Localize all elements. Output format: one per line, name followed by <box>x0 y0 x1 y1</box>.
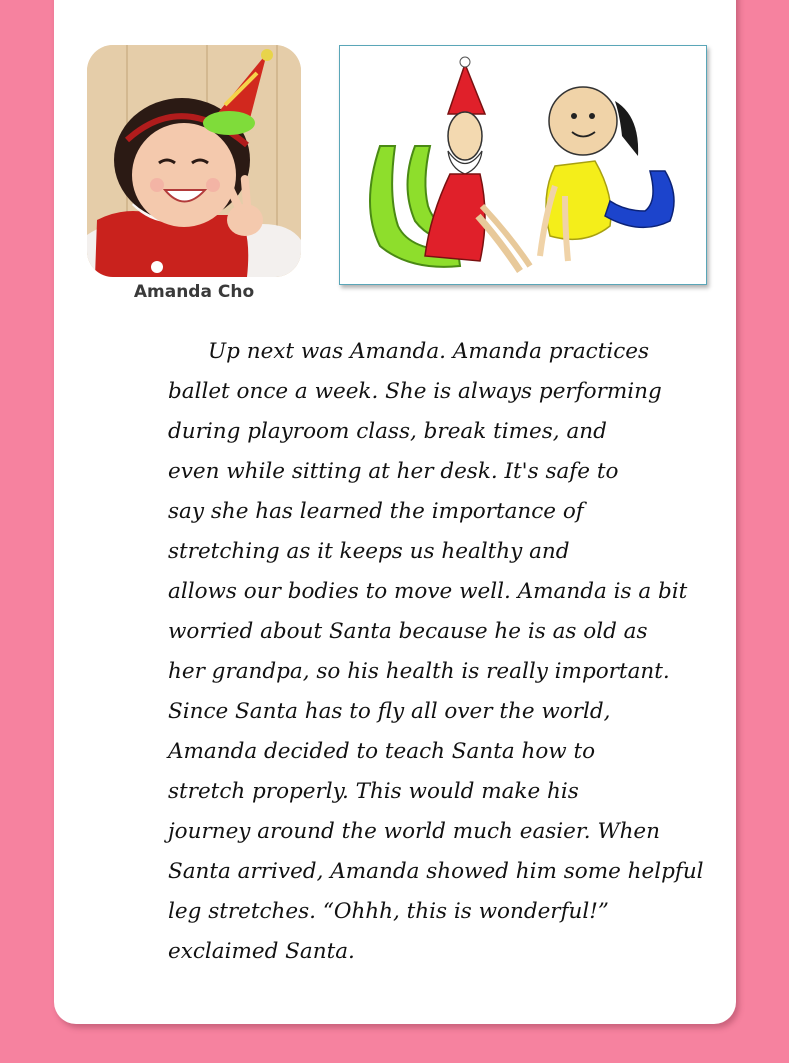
story-line: during playroom class, break times, and <box>168 419 607 444</box>
story-line: worried about Santa because he is as old as <box>168 619 648 644</box>
story-line: Amanda decided to teach Santa how to <box>168 739 596 764</box>
story-line: even while sitting at her desk. It's safe to <box>168 459 619 484</box>
storybook-page <box>54 0 736 1024</box>
santa-and-girl-stretching-drawing-icon <box>340 46 706 284</box>
student-name-caption: Amanda Cho <box>133 282 255 302</box>
story-line: Since Santa has to fly all over the world, <box>168 699 611 724</box>
student-drawing <box>339 45 707 285</box>
story-line: say she has learned the importance of <box>168 499 584 524</box>
story-text <box>168 332 704 972</box>
story-line: ballet once a week. She is always performing <box>168 379 662 404</box>
student-portrait-icon <box>87 45 301 277</box>
story-line: Santa arrived, Amanda showed him some helpful <box>168 859 704 884</box>
story-line: stretching as it keeps us healthy and <box>168 539 570 564</box>
story-line: her grandpa, so his health is really important. <box>168 659 670 684</box>
story-line: allows our bodies to move well. Amanda is a bit <box>168 579 688 604</box>
story-line: Up next was Amanda. Amanda practices <box>208 339 650 364</box>
story-line: exclaimed Santa. <box>168 939 355 964</box>
story-line: journey around the world much easier. When <box>168 819 660 844</box>
story-line: leg stretches. “Ohhh, this is wonderful!” <box>168 899 609 924</box>
student-photo <box>87 45 301 277</box>
story-line: stretch properly. This would make his <box>168 779 579 804</box>
